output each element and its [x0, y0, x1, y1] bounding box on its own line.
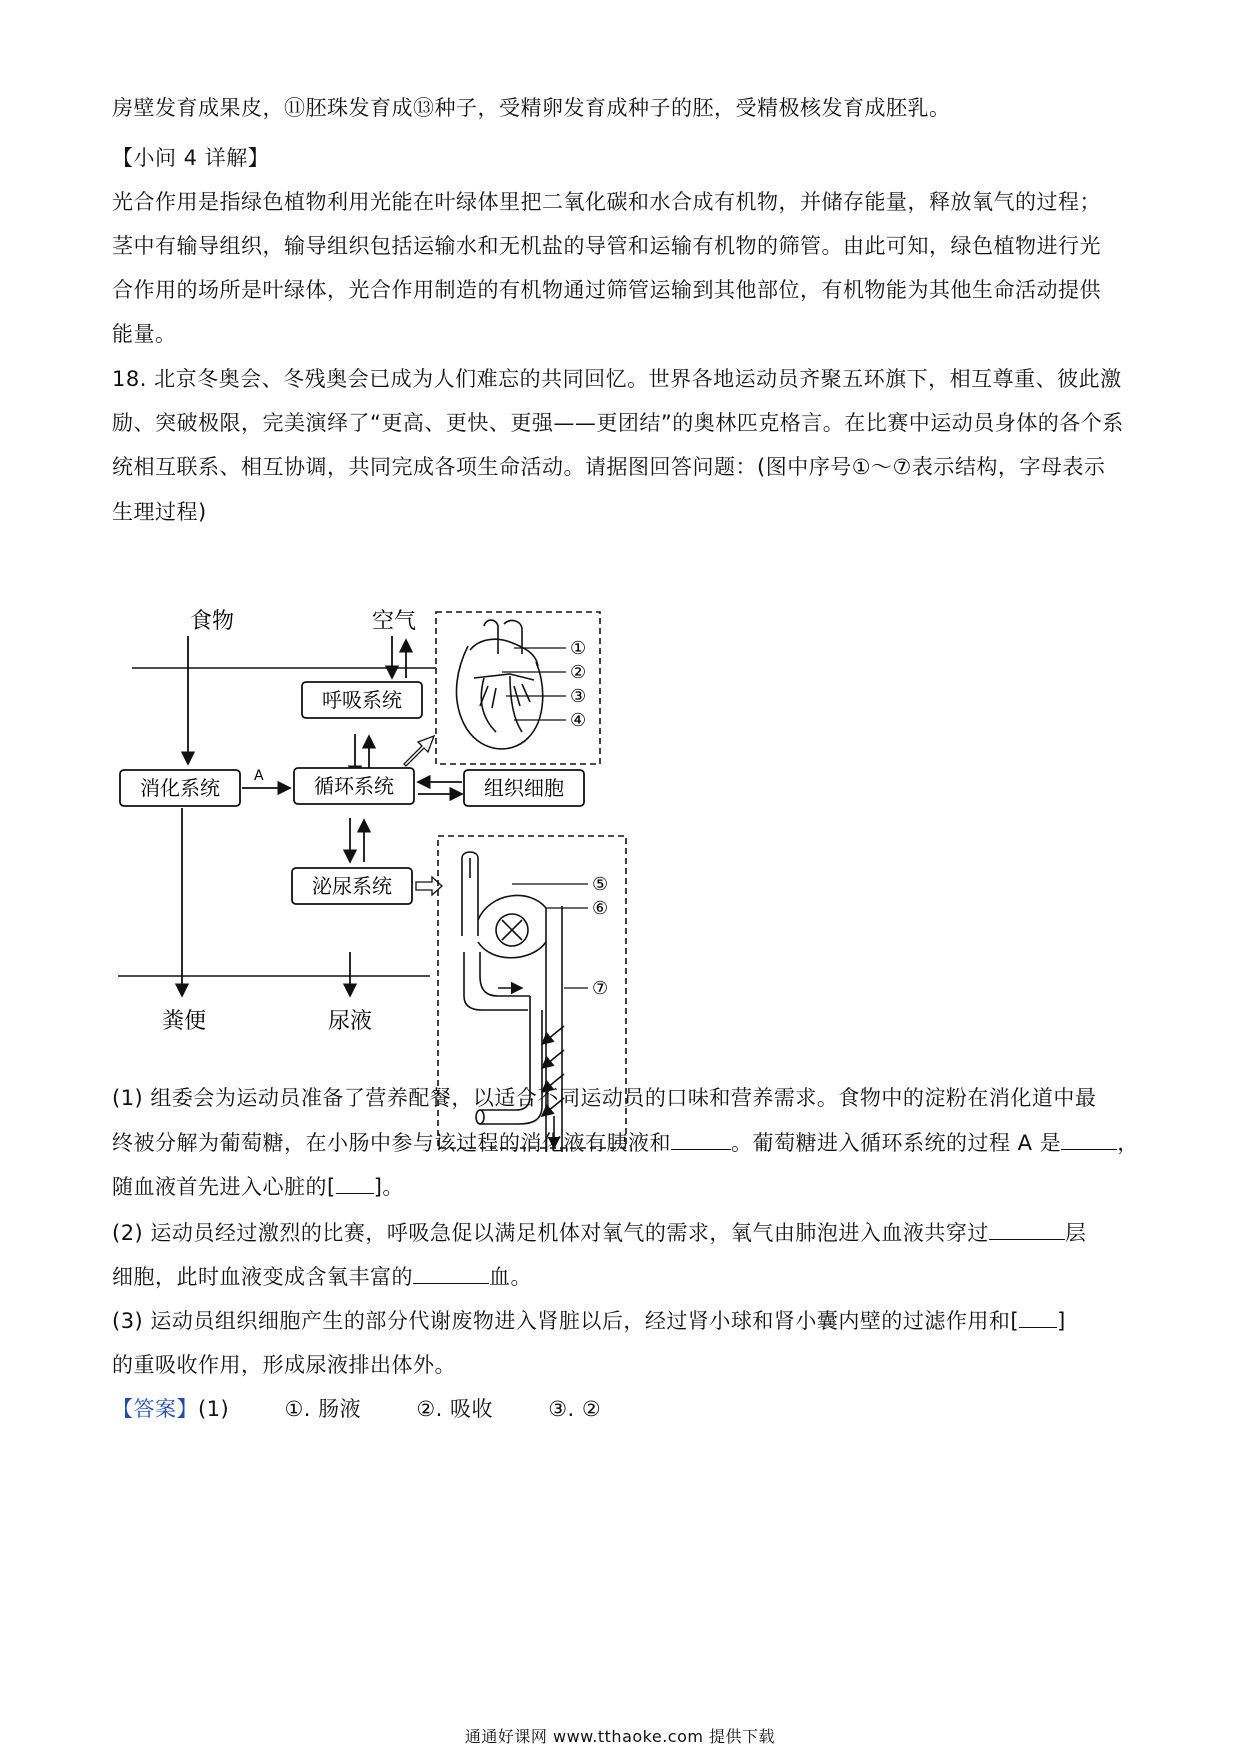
q2-text-b: 层 [1064, 1221, 1087, 1245]
text-line-3: 光合作用是指绿色植物利用光能在叶绿体里把二氧化碳和水合成有机物，并储存能量，释放氧气的过程； [112, 190, 1101, 214]
q2-text-a: (2) 运动员经过激烈的比赛，呼吸急促以满足机体对氧气的需求，氧气由肺泡进入血液共穿过 [112, 1221, 989, 1245]
q1-line-3 [112, 1171, 404, 1201]
section-heading: 【小问 4 详解】 [112, 146, 270, 170]
heart-leader-lines [502, 648, 566, 720]
question-18-line-3: 统相互联系、相互协调，共同完成各项生命活动。请据图回答问题：(图中序号①～⑦表示结构，字母表示 [112, 455, 1106, 479]
text-line-1: 房壁发育成果皮，⑪胚珠发育成⑬种子，受精卵发育成种子的胚，受精极核发育成胚乳。 [112, 96, 951, 120]
q1-text-c: ， [1117, 1131, 1139, 1155]
q3-line-1 [112, 1305, 1066, 1335]
footer-watermark: 通通好课网 www.tthaoke.com 提供下载 [464, 1727, 776, 1746]
q2-text-c: 细胞，此时血液变成含氧丰富的 [112, 1265, 413, 1289]
q2-text-d: 血。 [489, 1265, 532, 1289]
q2-line-2 [112, 1261, 532, 1291]
heart-label-3: ③ [570, 686, 587, 707]
q3-text-a: (3) 运动员组织细胞产生的部分代谢废物进入肾脏以后，经过肾小球和肾小囊内壁的过滤作用和 [112, 1309, 1011, 1333]
tissue-cells-label: 组织细胞 [484, 776, 564, 800]
question-18-line-2: 励、突破极限，完美演绎了“更高、更快、更强——更团结”的奥林匹克格言。在比赛中运动员身体的各个系 [112, 411, 1124, 435]
respiratory-system-label: 呼吸系统 [322, 688, 402, 712]
heart-label-4: ④ [570, 710, 587, 731]
heart-label-1: ① [570, 638, 587, 659]
answer-label: 【答案】 [112, 1397, 198, 1421]
q1-blank-heart-chamber[interactable]: [ ] [327, 1175, 383, 1199]
answer-item-2: ②. 吸收 [416, 1397, 493, 1421]
q2-blank-cell-layers[interactable] [989, 1219, 1065, 1240]
q1-text-b: 。葡萄糖进入循环系统的过程 A 是 [731, 1131, 1062, 1155]
question-18-line-4: 生理过程) [112, 500, 207, 524]
feces-label: 粪便 [162, 1009, 207, 1034]
answer-line [112, 1393, 601, 1423]
nephron-label-5: ⑤ [592, 874, 609, 895]
nephron-label-7: ⑦ [592, 978, 609, 999]
text-line-5: 合作用的场所是叶绿体，光合作用制造的有机物通过筛管运输到其他部位，有机物能为其他生命活动提供 [112, 278, 1101, 302]
answer-item-1: ①. 肠液 [284, 1397, 362, 1421]
q3-blank-structure[interactable]: [ ] [1010, 1309, 1066, 1333]
q1-line-1: (1) 组委会为运动员准备了营养配餐，以适合不同运动员的口味和营养需求。食物中的淀粉在消化道中最 [112, 1086, 1097, 1110]
heart-drawing [456, 620, 542, 749]
text-line-4: 茎中有输导组织，输导组织包括运输水和无机盐的导管和运输有机物的筛管。由此可知，绿色植物进行光 [112, 234, 1101, 258]
q1-blank-digestive-juice[interactable] [671, 1129, 731, 1150]
q1-text-e: 。 [382, 1175, 404, 1199]
answer-prefix: (1) [198, 1397, 230, 1421]
q1-text-a: 终被分解为葡萄糖，在小肠中参与该过程的消化液有胰液和 [112, 1131, 671, 1155]
circ-to-heart-hollow-arrow [404, 736, 434, 766]
q2-blank-blood-type[interactable] [413, 1263, 489, 1284]
nephron-leader-lines [512, 884, 588, 988]
heart-label-2: ② [570, 662, 587, 683]
q1-line-2 [112, 1127, 1139, 1157]
food-label: 食物 [190, 609, 235, 634]
q1-text-d: 随血液首先进入心脏的 [112, 1175, 327, 1199]
digestive-system-label: 消化系统 [140, 776, 220, 800]
answer-item-3: ③. ② [548, 1397, 602, 1421]
q3-line-2: 的重吸收作用，形成尿液排出体外。 [112, 1353, 456, 1377]
arrow-a-label: A [254, 768, 264, 784]
air-label: 空气 [372, 609, 417, 634]
text-line-6: 能量。 [112, 322, 177, 346]
urinary-system-label: 泌尿系统 [312, 874, 392, 898]
circulatory-system-label: 循环系统 [314, 774, 394, 798]
q2-line-1 [112, 1217, 1086, 1247]
nephron-label-6: ⑥ [592, 898, 609, 919]
question-18-line-1: 18. 北京冬奥会、冬残奥会已成为人们难忘的共同回忆。世界各地运动员齐聚五环旗下，相互尊重、彼此激 [112, 367, 1122, 391]
q1-blank-process-a[interactable] [1061, 1129, 1117, 1150]
urine-label: 尿液 [328, 1009, 373, 1034]
